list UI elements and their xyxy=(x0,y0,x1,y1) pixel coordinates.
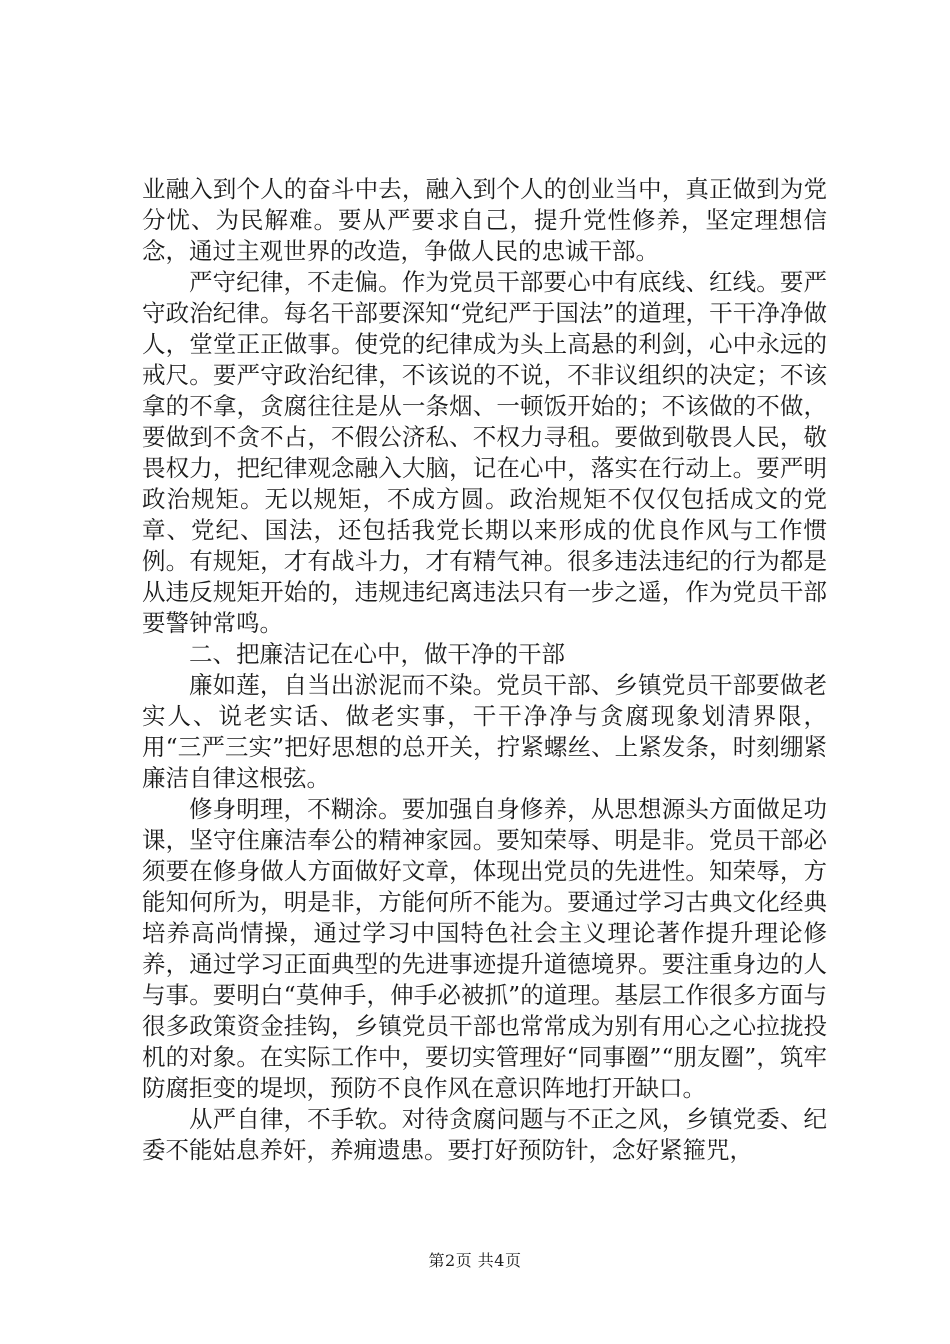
section-heading: 二、把廉洁记在心中，做干净的干部 xyxy=(189,640,565,668)
paragraph-discipline: 严守纪律，不走偏。作为党员干部要心中有底线、红线。要严守政治纪律。每名干部要深知“党纪严于国法”的道理，干干净净做人，堂堂正正做事。使党的纪律成为头上高悬的利剑，心中永远的戒尺。要严守政治纪律，不该说的不说，不非议组织的决定；不该拿的不拿，贪腐往往是从一条烟、一顿饭开始的；不该做的不做，要做到不贪不占，不假公济私、不权力寻租。要做到敬畏人民，敬畏权力，把纪律观念融入大脑，记在心中，落实在行动上。要严明政治规矩。无以规矩，不成方圆。政治规矩不仅仅包括成文的党章、党纪、国法，还包括我党长期以来形成的优良作风与工作惯例。有规矩，才有战斗力，才有精气神。很多违法违纪的行为都是从违反规矩开始的，违规违纪离违法只有一步之遥，作为党员干部要警钟常鸣。 xyxy=(142,268,827,637)
document-body xyxy=(142,174,827,1166)
paragraph-integrity: 廉如莲，自当出淤泥而不染。党员干部、乡镇党员干部要做老实人、说老实话、做老实事，干干净净与贪腐现象划清界限，用“三严三实”把好思想的总开关，拧紧螺丝、上紧发条，时刻绷紧廉洁自律这根弦。 xyxy=(142,671,827,792)
paragraph-self-cultivation: 修身明理，不糊涂。要加强自身修养，从思想源头方面做足功课，坚守住廉洁奉公的精神家园。要知荣辱、明是非。党员干部必须要在修身做人方面做好文章，体现出党员的先进性。知荣辱，方能知何所为，明是非，方能何所不能为。要通过学习古典文化经典培养高尚情操，通过学习中国特色社会主义理论著作提升理论修养，通过学习正面典型的先进事迹提升道德境界。要注重身边的人与事。要明白“莫伸手，伸手必被抓”的道理。基层工作很多方面与很多政策资金挂钩，乡镇党员干部也常常成为别有用心之心拉拢投机的对象。在实际工作中，要切实管理好“同事圈”“朋友圈”，筑牢防腐拒变的堤坝，预防不良作风在意识阵地打开缺口。 xyxy=(142,795,827,1102)
page-footer: 第2页 共4页 xyxy=(428,1251,522,1270)
paragraph-continuation: 业融入到个人的奋斗中去，融入到个人的创业当中，真正做到为党分忧、为民解难。要从严要求自己，提升党性修养，坚定理想信念，通过主观世界的改造，争做人民的忠诚干部。 xyxy=(142,175,827,265)
paragraph-self-discipline: 从严自律，不手软。对待贪腐问题与不正之风，乡镇党委、纪委不能姑息养奸，养痈遗患。要打好预防针，念好紧箍咒， xyxy=(142,1105,827,1164)
